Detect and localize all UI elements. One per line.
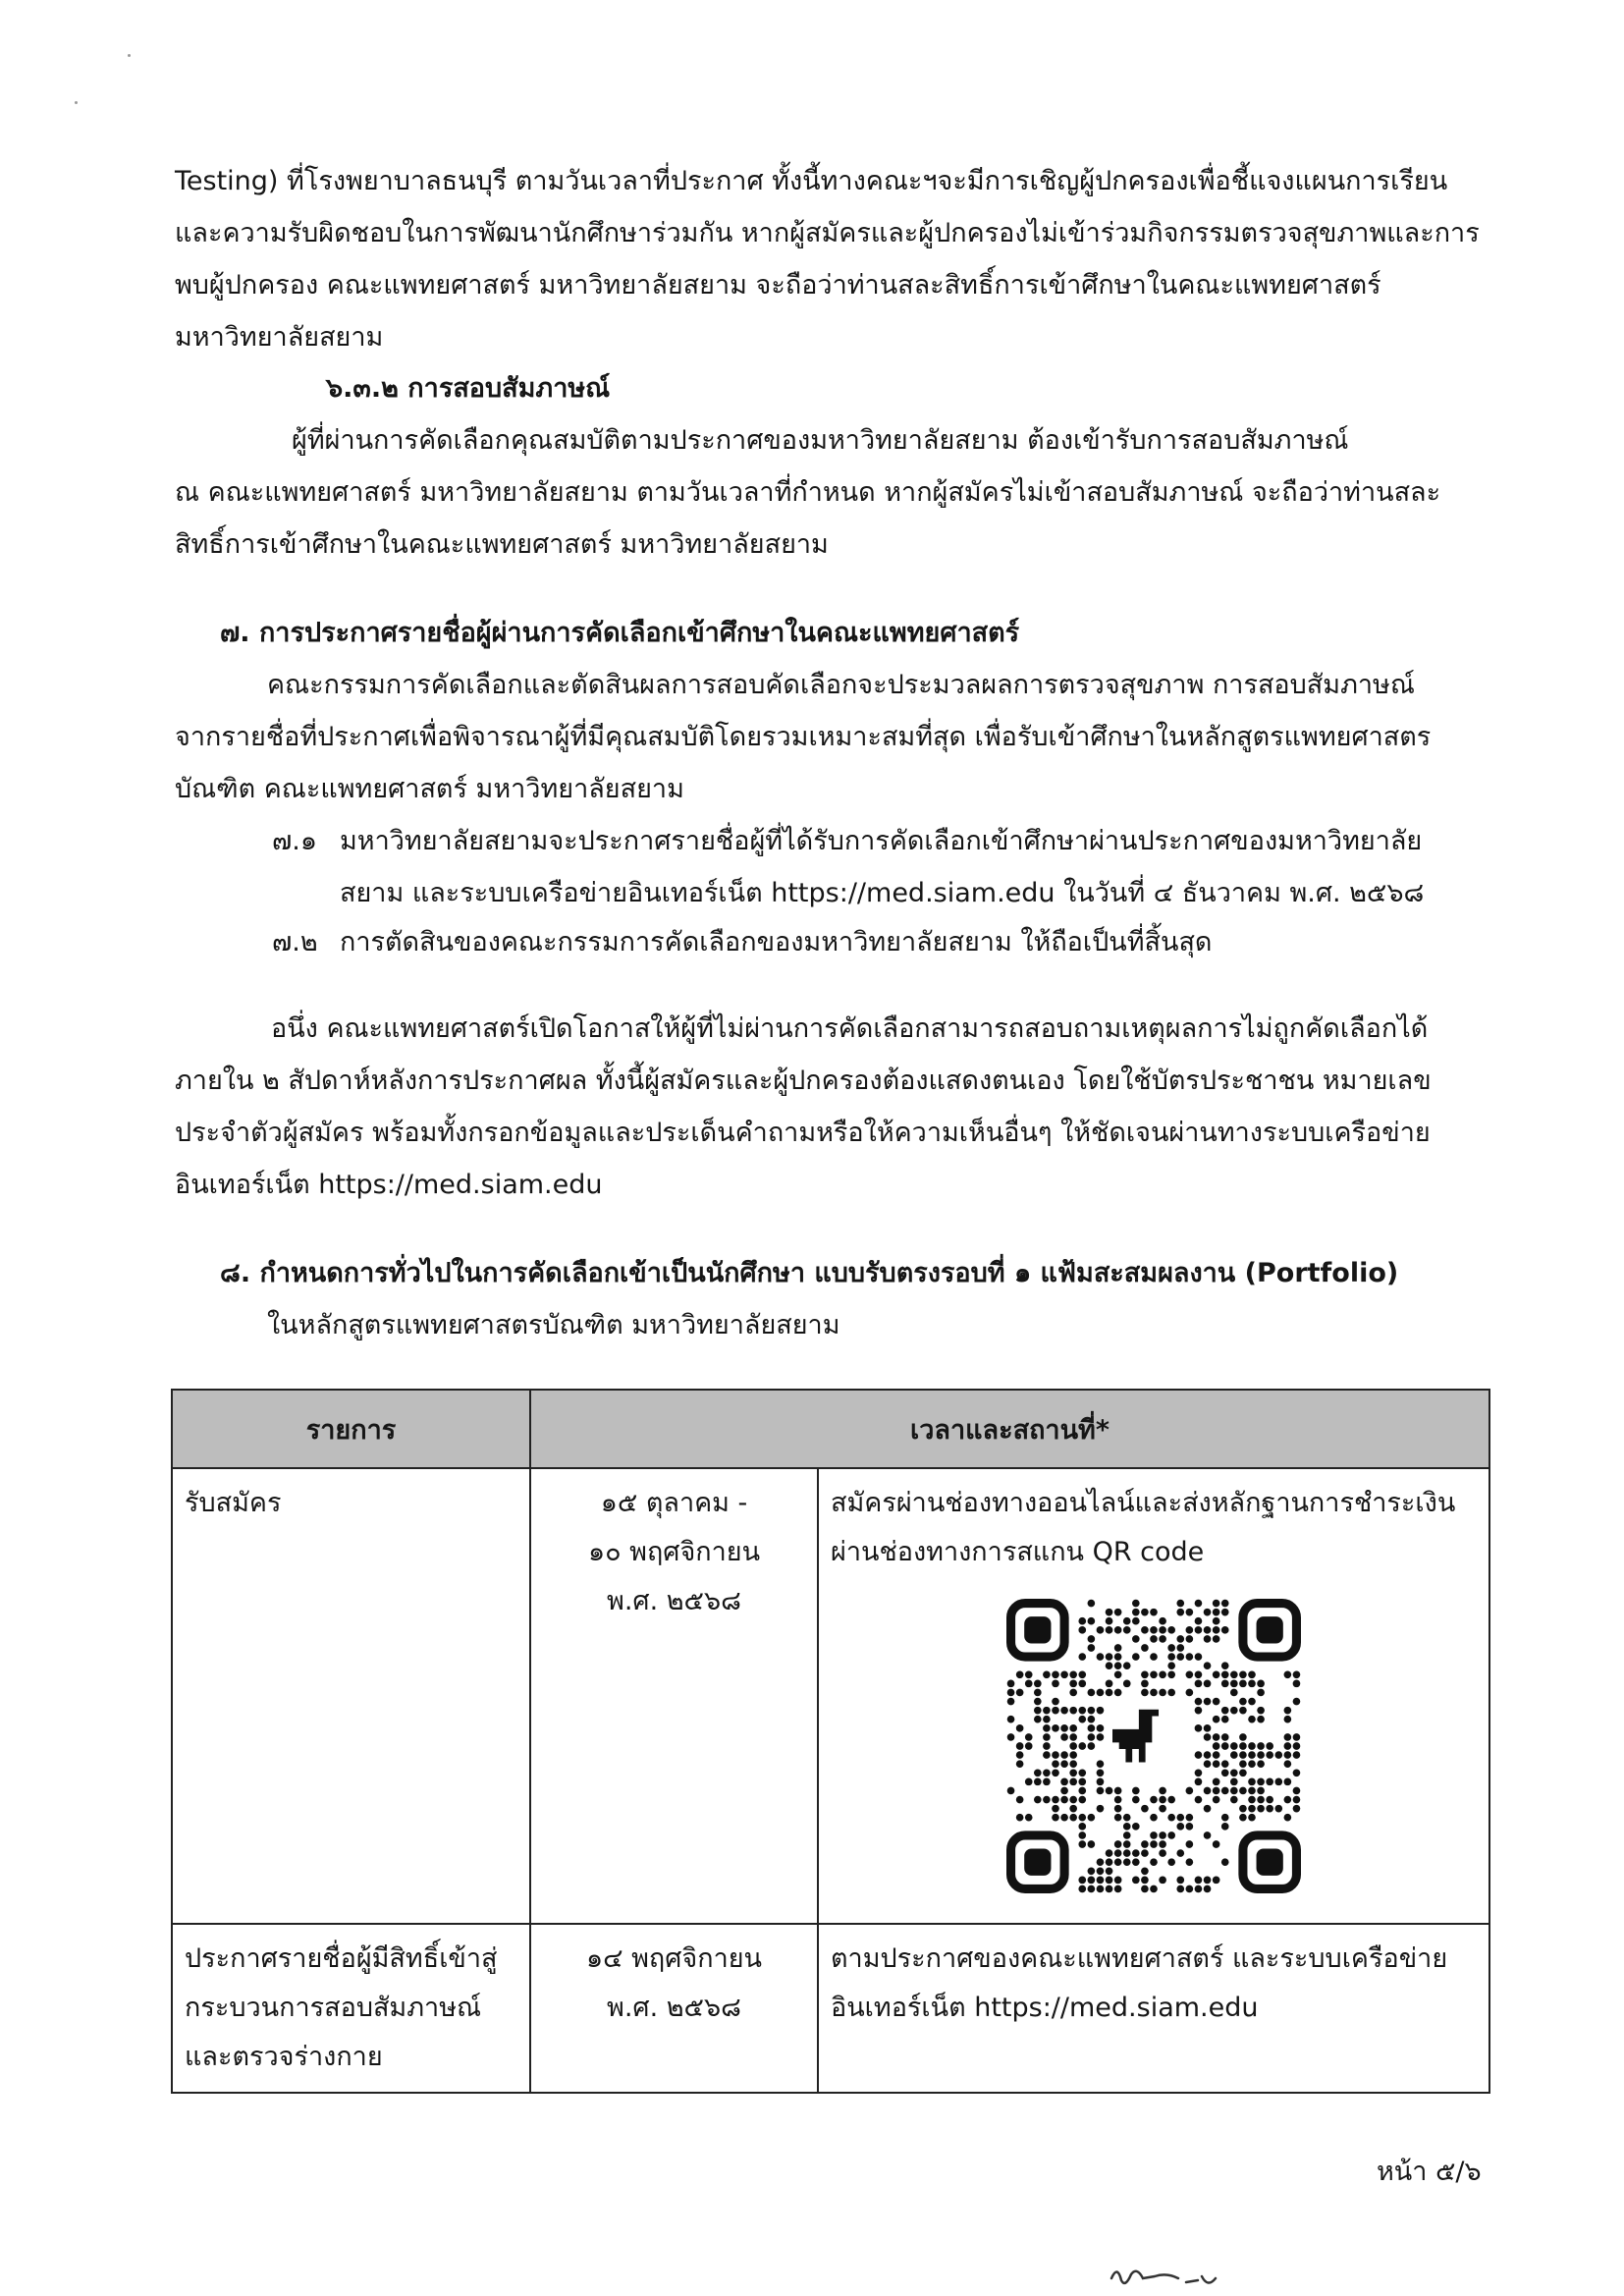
row1-item-text: รับสมัคร: [185, 1488, 282, 1518]
row2-date-line2: พ.ศ. ๒๕๖๘: [607, 1993, 741, 2023]
row1-date-line2: ๑๐ พฤศจิกายน: [587, 1537, 761, 1567]
para3-line3: บัณฑิต คณะแพทยศาสตร์ มหาวิทยาลัยสยาม: [175, 774, 684, 804]
row2-date-line1: ๑๔ พฤศจิกายน: [585, 1943, 763, 1974]
row2-item-line1: ประกาศรายชื่อผู้มีสิทธิ์เข้าสู่: [185, 1943, 498, 1974]
scan-speck: [128, 54, 131, 57]
para1-line4: มหาวิทยาลัยสยาม: [175, 322, 384, 353]
schedule-table: [171, 1389, 1490, 2094]
para3-line1: คณะกรรมการคัดเลือกและตัดสินผลการสอบคัดเลือกจะประมวลผลการตรวจสุขภาพ การสอบสัมภาษณ์: [267, 670, 1415, 700]
row1-date-line1: ๑๕ ตุลาคม -: [600, 1488, 748, 1518]
handwritten-initials: [1108, 2259, 1225, 2294]
item-7-1-number: ๗.๑: [272, 826, 318, 856]
heading-6-3-2: ๖.๓.๒ การสอบสัมภาษณ์: [326, 373, 611, 404]
dinosaur-icon: [1112, 1703, 1159, 1762]
row2-place-line1: ตามประกาศของคณะแพทยศาสตร์ และระบบเครือข่าย: [831, 1943, 1448, 1974]
table-row: [172, 1468, 1489, 1924]
item-7-2-number: ๗.๒: [272, 927, 318, 957]
item-7-1-line1: มหาวิทยาลัยสยามจะประกาศรายชื่อผู้ที่ได้รับการคัดเลือกเข้าศึกษาผ่านประกาศของมหาวิทยาลัย: [340, 826, 1423, 856]
row2-item: [172, 1924, 530, 2093]
row1-place: [818, 1468, 1489, 1924]
para2-line2: ณ คณะแพทยศาสตร์ มหาวิทยาลัยสยาม ตามวันเวลาที่กำหนด หากผู้สมัครไม่เข้าสอบสัมภาษณ์ จะถือว่าท่านสละ: [175, 477, 1441, 508]
table-header-row: [172, 1390, 1489, 1468]
payment-qr-code[interactable]: [1006, 1599, 1301, 1893]
para4-line4: อินเทอร์เน็ต https://med.siam.edu: [175, 1170, 603, 1200]
item-7-1-line2: สยาม และระบบเครือข่ายอินเทอร์เน็ต https://med.siam.edu ในวันที่ ๔ ธันวาคม พ.ศ. ๒๕๖๘: [340, 878, 1425, 908]
para3-line2: จากรายชื่อที่ประกาศเพื่อพิจารณาผู้ที่มีคุณสมบัติโดยรวมเหมาะสมที่สุด เพื่อรับเข้าศึกษาในหลักสูตรแพทยศาสตร: [175, 722, 1432, 752]
row2-item-line2: กระบวนการสอบสัมภาษณ์: [185, 1993, 482, 2023]
para2-line1: ผู้ที่ผ่านการคัดเลือกคุณสมบัติตามประกาศของมหาวิทยาลัยสยาม ต้องเข้ารับการสอบสัมภาษณ์: [292, 425, 1349, 456]
table-row: [172, 1924, 1489, 2093]
para4-line1: อนึ่ง คณะแพทยศาสตร์เปิดโอกาสให้ผู้ที่ไม่ผ่านการคัดเลือกสามารถสอบถามเหตุผลการไม่ถูกคัดเลือกได้: [271, 1013, 1429, 1044]
header-item: รายการ: [172, 1390, 530, 1468]
item-7-2-text: การตัดสินของคณะกรรมการคัดเลือกของมหาวิทยาลัยสยาม ให้ถือเป็นที่สิ้นสุด: [340, 927, 1213, 957]
row2-item-line3: และตรวจร่างกาย: [185, 2042, 383, 2072]
row1-place-line1: สมัครผ่านช่องทางออนไลน์และส่งหลักฐานการชำระเงิน: [831, 1488, 1456, 1518]
row2-place-line2: อินเทอร์เน็ต https://med.siam.edu: [831, 1993, 1259, 2023]
header-time-place: เวลาและสถานที่*: [530, 1390, 1489, 1468]
row1-place-line2: ผ่านช่องทางการสแกน QR code: [831, 1537, 1205, 1567]
para2-line3: สิทธิ์การเข้าศึกษาในคณะแพทยศาสตร์ มหาวิทยาลัยสยาม: [175, 529, 829, 560]
heading-8-line1: ๘. กำหนดการทั่วไปในการคัดเลือกเข้าเป็นนักศึกษา แบบรับตรงรอบที่ ๑ แฟ้มสะสมผลงาน (Portfolio): [220, 1258, 1399, 1288]
heading-8-line2: ในหลักสูตรแพทยศาสตรบัณฑิต มหาวิทยาลัยสยาม: [267, 1310, 840, 1340]
para1-line3: พบผู้ปกครอง คณะแพทยศาสตร์ มหาวิทยาลัยสยาม จะถือว่าท่านสละสิทธิ์การเข้าศึกษาในคณะแพทยศาสตร์: [175, 270, 1381, 301]
row2-place: [818, 1924, 1489, 2093]
row1-date-line3: พ.ศ. ๒๕๖๘: [607, 1586, 741, 1616]
para1-line2: และความรับผิดชอบในการพัฒนานักศึกษาร่วมกัน หากผู้สมัครและผู้ปกครองไม่เข้าร่วมกิจกรรมตรวจสุขภาพและการ: [175, 218, 1480, 248]
row2-date: [530, 1924, 818, 2093]
scan-speck: [75, 101, 78, 104]
para1-line1: Testing) ที่โรงพยาบาลธนบุรี ตามวันเวลาที่ประกาศ ทั้งนี้ทางคณะฯจะมีการเชิญผู้ปกครองเพื่อชี้แจงแผนการเรียน: [175, 166, 1448, 196]
heading-7: ๗. การประกาศรายชื่อผู้ผ่านการคัดเลือกเข้าศึกษาในคณะแพทยศาสตร์: [220, 618, 1020, 648]
para4-line2: ภายใน ๒ สัปดาห์หลังการประกาศผล ทั้งนี้ผู้สมัครและผู้ปกครองต้องแสดงตนเอง โดยใช้บัตรประชาชน หมายเลข: [175, 1066, 1432, 1096]
para4-line3: ประจำตัวผู้สมัคร พร้อมทั้งกรอกข้อมูลและประเด็นคำถามหรือให้ความเห็นอื่นๆ ให้ชัดเจนผ่านทางระบบเครือข่าย: [175, 1118, 1431, 1148]
row1-item: [172, 1468, 530, 1924]
page-number: หน้า ๕/๖: [1377, 2157, 1482, 2187]
row1-date: [530, 1468, 818, 1924]
